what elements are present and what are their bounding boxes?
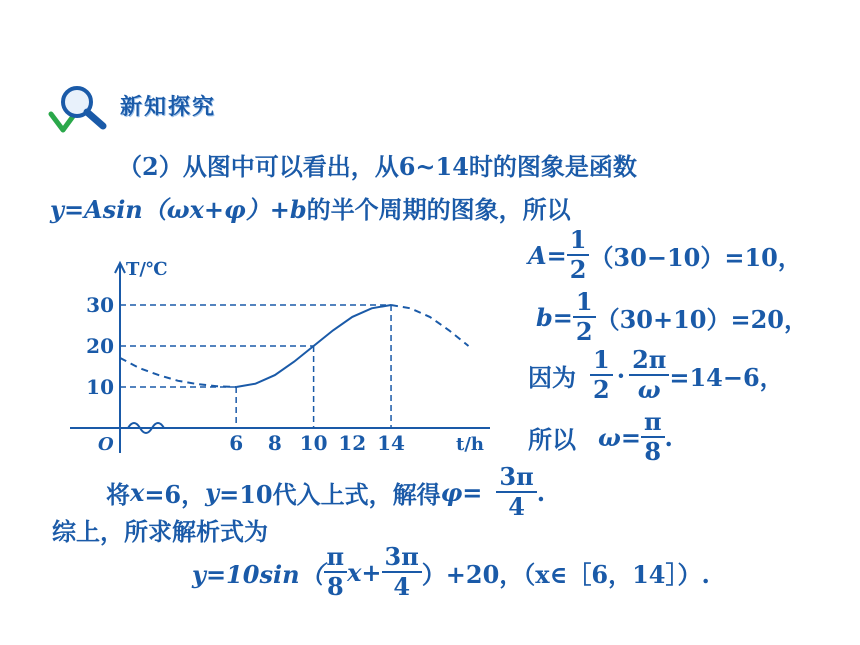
sub-prefix: 将 [106,479,130,509]
a-rhs: （30−10）=10， [589,242,802,272]
b-lhs: b= [536,302,573,332]
substitute-line [106,462,546,521]
frac-den: 4 [393,572,411,601]
sub-y: y [205,477,220,507]
fraction-half [567,225,590,284]
header-title: 新知探究 [120,95,217,120]
equation-omega [528,407,673,466]
final-x: x+ [347,557,382,587]
final-formula [192,542,710,601]
curve-segment-1 [120,358,236,387]
fraction-half [590,345,613,404]
curve-segment-3 [391,305,469,346]
x-tick-label: 6 [229,431,244,455]
y-tick-label: 10 [86,375,114,399]
eq14: =14−6， [669,362,784,392]
frac-num: π [324,545,348,573]
frac-num: π [641,410,665,438]
fraction-pi-8 [641,407,665,466]
frac-den: 2 [575,317,593,346]
sub-mid2: =10代入上式，解得 [219,479,441,509]
equation-b [536,287,809,346]
temperature-chart [60,255,500,465]
fraction-2pi-omega [629,345,669,404]
sub-x: x [130,477,145,507]
sub-phi: φ= [440,477,483,507]
x-tick-label: 14 [377,431,405,455]
frac-den: 8 [326,572,344,601]
a-lhs: A= [528,240,567,270]
frac-num: 3π [496,465,536,493]
x-tick-label: 8 [267,431,282,455]
x-tick-label: 10 [299,431,328,455]
omega-end: . [664,422,673,452]
text-line-2 [50,190,571,225]
section-header [45,78,115,138]
sub-end: . [536,477,546,507]
equation-a [528,225,802,284]
function-formula: y=Asin（ωx+φ）+b [50,195,307,224]
frac-num: 2π [629,348,669,376]
fraction-3pi-4 [496,462,536,521]
frac-den: 2 [593,375,610,404]
final-suffix: ）+20，（x∈［6，14］）. [421,559,710,589]
frac-num: 1 [573,290,596,318]
frac-num: 3π [382,545,422,573]
origin-label: O [98,434,114,455]
y-axis-label: T/℃ [126,259,168,280]
frac-den: 4 [508,492,525,521]
x-axis-label: t/h [456,434,484,455]
fraction-pi-8 [324,542,348,601]
x-tick-label: 12 [338,431,367,455]
b-rhs: （30+10）=20， [595,304,809,334]
final-prefix: y=10sin（ [192,559,324,589]
frac-num: 1 [567,228,590,256]
text-line-2-rest: 的半个周期的图象，所以 [306,195,571,224]
dot: · [616,360,626,390]
frac-den: 2 [569,255,587,284]
magnifier-check-icon [45,78,115,138]
curve-segment-2 [236,305,391,387]
frac-den: ω [637,375,661,404]
frac-num: 1 [590,348,613,376]
y-tick-label: 20 [86,334,114,358]
frac-den: 8 [644,437,662,466]
y-tick-label: 30 [86,293,114,317]
fraction-3pi-4 [382,542,422,601]
sub-mid1: =6， [144,479,206,509]
so-label: 所以 [528,424,576,454]
omega-lhs: ω= [598,422,641,452]
fraction-half [573,287,596,346]
text-line-1: （2）从图中可以看出，从6~14时的图象是函数 [118,152,637,181]
equation-because [528,345,784,404]
summary-line: 综上，所求解析式为 [52,517,268,546]
because-label: 因为 [528,362,576,392]
